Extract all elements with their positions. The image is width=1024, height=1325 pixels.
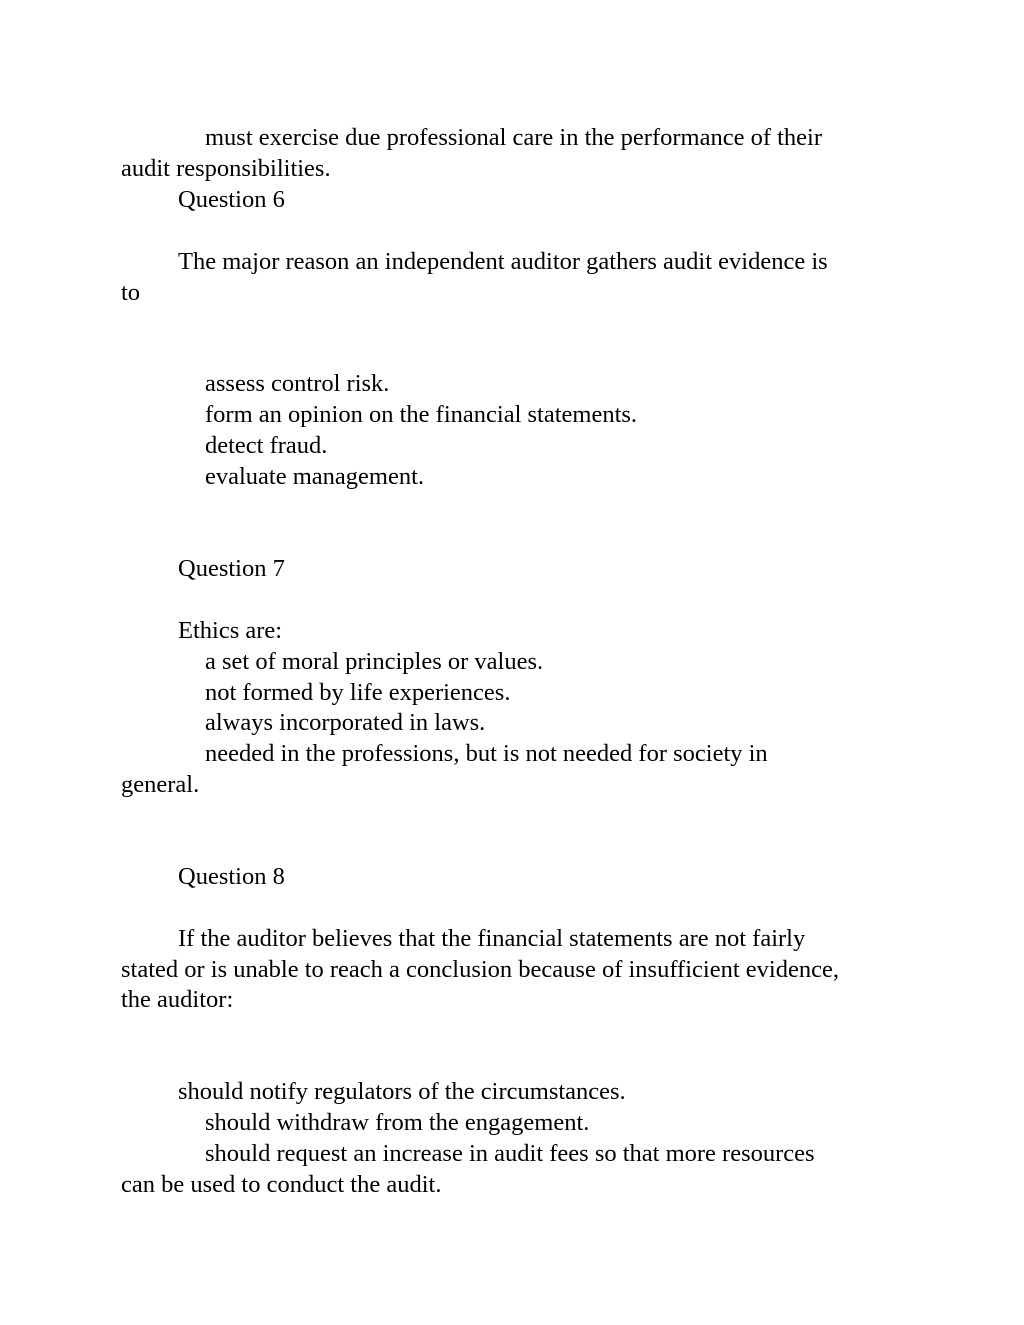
question-8-option-3-continued[interactable]: can be used to conduct the audit. bbox=[121, 1171, 442, 1198]
question-7-option-3[interactable]: always incorporated in laws. bbox=[205, 709, 486, 736]
question-8-stem-line-2: stated or is unable to reach a conclusion because of insufficient evidence, bbox=[121, 956, 839, 983]
question-8-option-3[interactable]: should request an increase in audit fees so that more resources bbox=[205, 1140, 815, 1167]
question-6-option-3[interactable]: detect fraud. bbox=[205, 432, 328, 459]
question-6-option-4[interactable]: evaluate management. bbox=[205, 463, 425, 490]
question-8-option-2[interactable]: should withdraw from the engagement. bbox=[205, 1109, 590, 1136]
intro-text-line-1: must exercise due professional care in the performance of their bbox=[205, 124, 822, 151]
question-7-stem: Ethics are: bbox=[178, 617, 283, 644]
question-8-stem-line-3: the auditor: bbox=[121, 986, 234, 1013]
question-6-stem-line-1: The major reason an independent auditor gathers audit evidence is bbox=[178, 248, 828, 275]
question-6-heading: Question 6 bbox=[178, 186, 285, 213]
question-7-heading: Question 7 bbox=[178, 555, 285, 582]
question-7-option-2[interactable]: not formed by life experiences. bbox=[205, 679, 511, 706]
question-8-heading: Question 8 bbox=[178, 863, 285, 890]
question-8-stem-line-1: If the auditor believes that the financial statements are not fairly bbox=[178, 925, 806, 952]
question-6-stem-line-2: to bbox=[121, 279, 141, 306]
intro-text-line-2: audit responsibilities. bbox=[121, 155, 331, 182]
question-7-option-4[interactable]: needed in the professions, but is not needed for society in bbox=[205, 740, 768, 767]
question-6-option-2[interactable]: form an opinion on the financial statements. bbox=[205, 401, 638, 428]
question-7-option-4-continued[interactable]: general. bbox=[121, 771, 200, 798]
question-7-option-1[interactable]: a set of moral principles or values. bbox=[205, 648, 544, 675]
question-8-option-1[interactable]: should notify regulators of the circumstances. bbox=[178, 1078, 626, 1105]
question-6-option-1[interactable]: assess control risk. bbox=[205, 370, 390, 397]
